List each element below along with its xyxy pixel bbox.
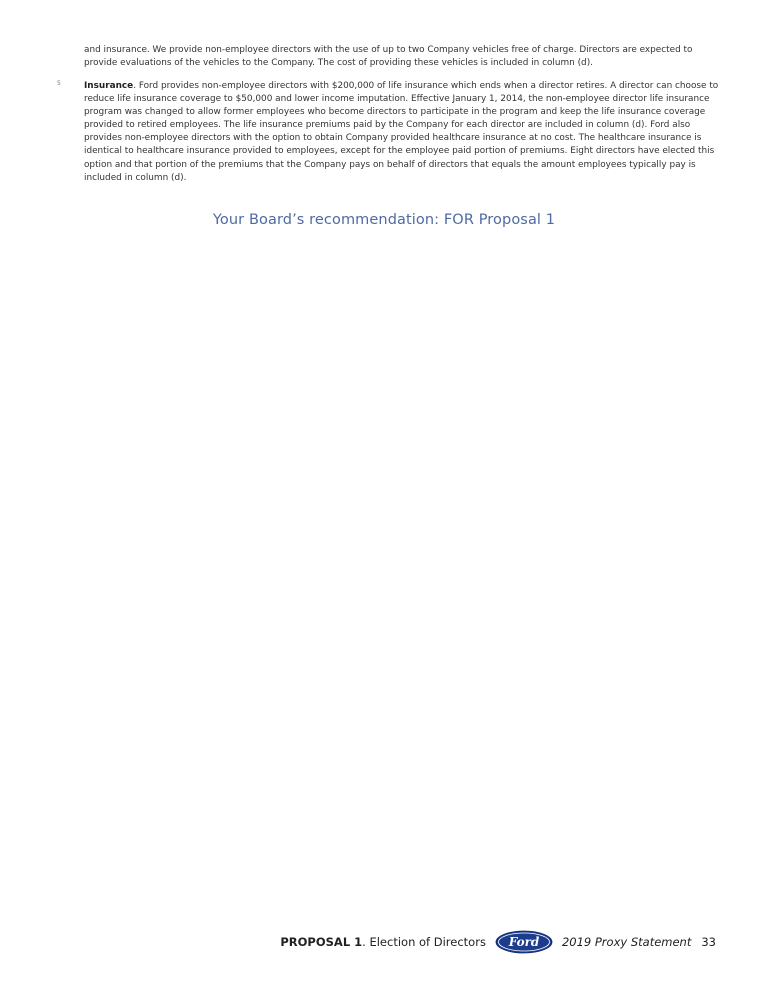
board-recommendation: Your Board’s recommendation: FOR Proposal 1 — [212, 212, 556, 228]
insurance-paragraph-text: . Ford provides non-employee directors with $200,000 of life insurance which ends when a director retires. A director can choose to reduce life insurance coverage to $50,000 and lower income imputation. Effective January 1, 2014, the non-employee director life insurance program was changed to allow former employees who become directors to participate in the program and keep the life insurance coverage provided to retired employees. The life insurance premiums paid by the Company for each director are included in column (d). Ford also provides non-employee directors with the option to obtain Company provided healthcare insurance at no cost. The healthcare insurance is identical to healthcare insurance provided to employees, except for the employee paid portion of premiums. Eight directors have elected this option and that portion of the premiums that the Company pays on behalf of directors that equals the amount employees typically pay is included in column (d). — [84, 81, 719, 183]
footer-proposal-title: . Election of Directors — [362, 935, 486, 949]
insurance-paragraph — [84, 80, 724, 185]
continued-paragraph-text: and insurance. We provide non-employee directors with the use of up to two Company vehicles free of charge. Directors are expected to provide evaluations of the vehicles to the Company. The cost of providing these vehicles is included in column (d). — [84, 45, 693, 69]
footnote-marker: 5 — [57, 80, 61, 87]
page-footer — [280, 930, 716, 954]
continued-paragraph — [84, 44, 724, 70]
footer-proposal-label: PROPOSAL 1 — [280, 935, 363, 949]
footer-statement: 2019 Proxy Statement — [561, 935, 692, 949]
ford-logo-text: Ford — [508, 935, 540, 949]
page-number: 33 — [701, 935, 716, 949]
insurance-heading: Insurance — [84, 81, 134, 91]
ford-logo-icon — [495, 930, 553, 954]
